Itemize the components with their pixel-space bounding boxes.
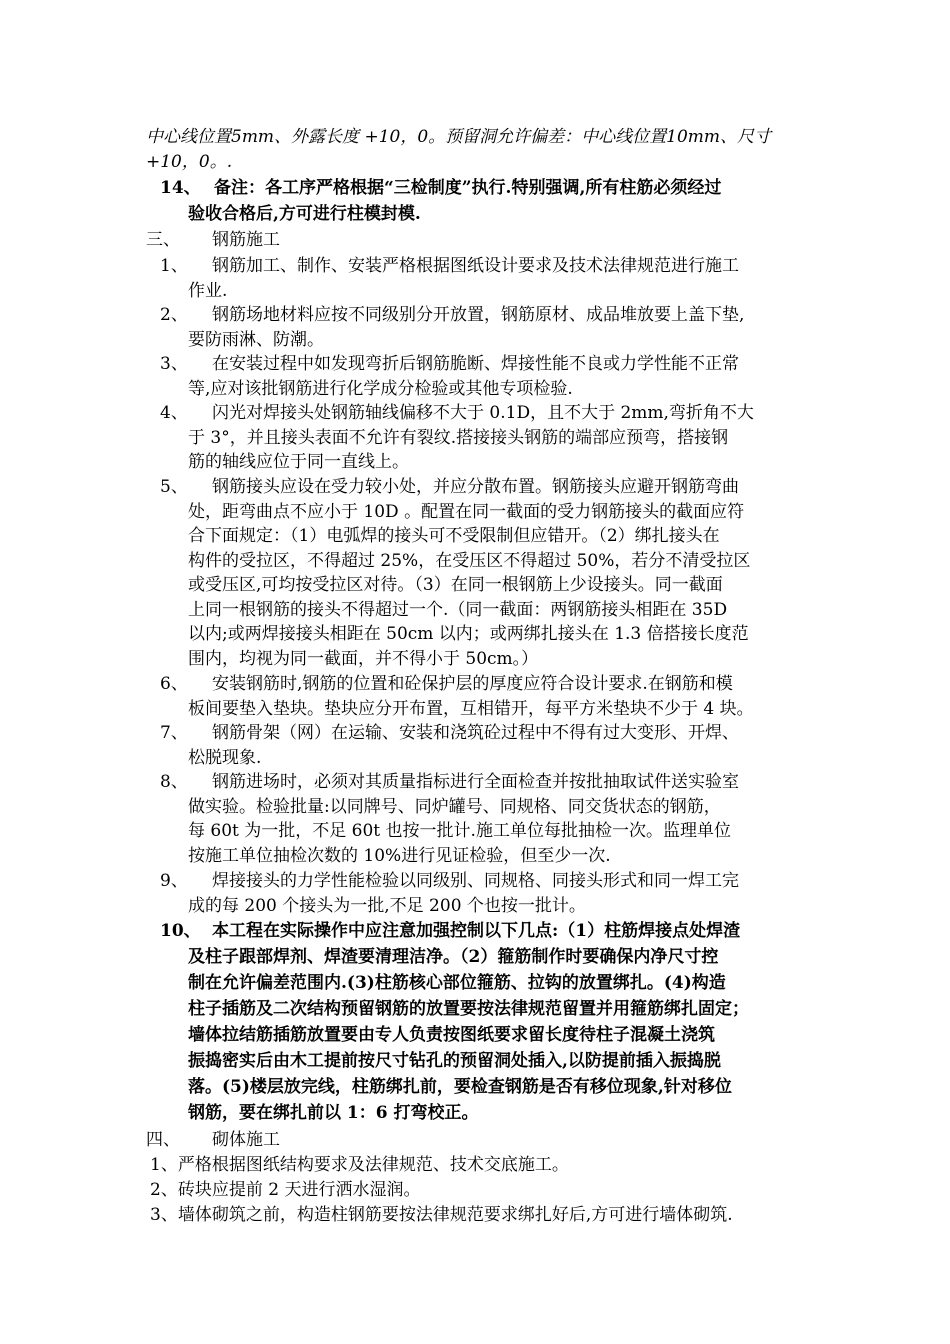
item-number: 6、 [160,674,188,694]
item-number: 1、 [160,256,188,276]
section-4-number: 四、 [146,1130,180,1150]
note-14-number: 14、 [160,178,201,198]
item-text: 或受压区,可均按受拉区对待。（3）在同一根钢筋上少设接头。同一截面 [188,575,723,595]
item-text: 安装钢筋时,钢筋的位置和砼保护层的厚度应符合设计要求.在钢筋和模 [212,674,733,694]
item-text: 作业. [188,281,228,301]
item-number: 7、 [160,723,188,743]
item-text: 钢筋进场时，必须对其质量指标进行全面检查并按批抽取试件送实验室 [212,772,739,792]
list-item: 3、墙体砌筑之前，构造柱钢筋要按法律规范要求绑扎好后,方可进行墙体砌筑. [150,1205,733,1225]
item-text: 等,应对该批钢筋进行化学成分检验或其他专项检验. [188,379,573,399]
intro-line: 中心线位置5mm、外露长度 +10，0。预留洞允许偏差：中心线位置10mm、尺寸 [146,127,772,147]
item-number: 3、 [160,354,188,374]
item-10-text: 本工程在实际操作中应注意加强控制以下几点:（1）柱筋焊接点处焊渣 [212,921,741,941]
note-14-text: 备注：各工序严格根据“三检制度”执行.特别强调,所有柱筋必须经过 [214,178,722,198]
item-number: 5、 [160,477,188,497]
item-text: 围内，均视为同一截面，并不得小于 50cm。） [188,649,539,669]
item-text: 成的每 200 个接头为一批,不足 200 个也按一批计。 [188,896,586,916]
list-item: 1、严格根据图纸结构要求及法律规范、技术交底施工。 [150,1155,569,1175]
item-number: 9、 [160,871,188,891]
item-text: 按施工单位抽检次数的 10%进行见证检验，但至少一次. [188,846,611,866]
item-text: 于 3°，并且接头表面不允许有裂纹.搭接接头钢筋的端部应预弯，搭接钢 [188,428,729,448]
item-text: 构件的受拉区，不得超过 25%，在受压区不得超过 50%，若分不清受拉区 [188,551,751,571]
item-text: 每 60t 为一批，不足 60t 也按一批计.施工单位每批抽检一次。监理单位 [188,821,731,841]
item-10-text: 墙体拉结筋插筋放置要由专人负责按图纸要求留长度待柱子混凝土浇筑 [188,1025,715,1045]
item-text: 钢筋场地材料应按不同级别分开放置，钢筋原材、成品堆放要上盖下垫, [212,305,745,325]
section-3-title: 钢筋施工 [212,230,280,250]
item-text: 钢筋接头应设在受力较小处，并应分散布置。钢筋接头应避开钢筋弯曲 [212,477,739,497]
item-number: 2、 [160,305,188,325]
item-10-text: 振捣密实后由木工提前按尺寸钻孔的预留洞处插入,以防提前插入振捣脱 [188,1051,721,1071]
item-text: 焊接接头的力学性能检验以同级别、同规格、同接头形式和同一焊工完 [212,871,739,891]
item-text: 钢筋骨架（网）在运输、安装和浇筑砼过程中不得有过大变形、开焊、 [212,723,739,743]
item-text: 在安装过程中如发现弯折后钢筋脆断、焊接性能不良或力学性能不正常 [212,354,739,374]
item-10-text: 柱子插筋及二次结构预留钢筋的放置要按法律规范留置并用箍筋绑扎固定； [188,999,749,1019]
note-14-text: 验收合格后,方可进行柱模封模. [188,204,421,224]
section-3-number: 三、 [146,230,180,250]
item-text: 板间要垫入垫块。垫块应分开布置，互相错开，每平方米垫块不少于 4 块。 [188,699,754,719]
item-10-text: 及柱子跟部焊剂、焊渣要清理洁净。（2）箍筋制作时要确保内净尺寸控 [188,947,719,967]
item-text: 松脱现象. [188,748,262,768]
item-text: 合下面规定：（1）电弧焊的接头可不受限制但应错开。（2）绑扎接头在 [188,526,720,546]
item-10-text: 制在允许偏差范围内.(3)柱筋核心部位箍筋、拉钩的放置绑扎。(4)构造 [188,973,726,993]
item-text: 上同一根钢筋的接头不得超过一个.（同一截面：两钢筋接头相距在 35D [188,600,728,620]
section-4-title: 砌体施工 [212,1130,280,1150]
item-text: 钢筋加工、制作、安装严格根据图纸设计要求及技术法律规范进行施工 [212,256,739,276]
item-text: 闪光对焊接头处钢筋轴线偏移不大于 0.1D，且不大于 2mm,弯折角不大 [212,403,754,423]
item-number: 4、 [160,403,188,423]
item-number: 8、 [160,772,188,792]
list-item: 2、砖块应提前 2 天进行洒水湿润。 [150,1180,421,1200]
item-text: 要防雨淋、防潮。 [188,330,324,350]
intro-line: +10，0。. [146,152,233,172]
item-text: 筋的轴线应位于同一直线上。 [188,452,409,472]
item-10-number: 10、 [160,921,201,941]
item-10-text: 钢筋，要在绑扎前以 1：6 打弯校正。 [188,1103,479,1123]
item-text: 做实验。检验批量:以同牌号、同炉罐号、同规格、同交货状态的钢筋， [188,797,721,817]
item-text: 以内;或两焊接接头相距在 50cm 以内；或两绑扎接头在 1.3 倍搭接长度范 [188,624,749,644]
item-10-text: 落。(5)楼层放完线，柱筋绑扎前，要检查钢筋是否有移位现象,针对移位 [188,1077,732,1097]
item-text: 处，距弯曲点不应小于 10D 。配置在同一截面的受力钢筋接头的截面应符 [188,502,745,522]
